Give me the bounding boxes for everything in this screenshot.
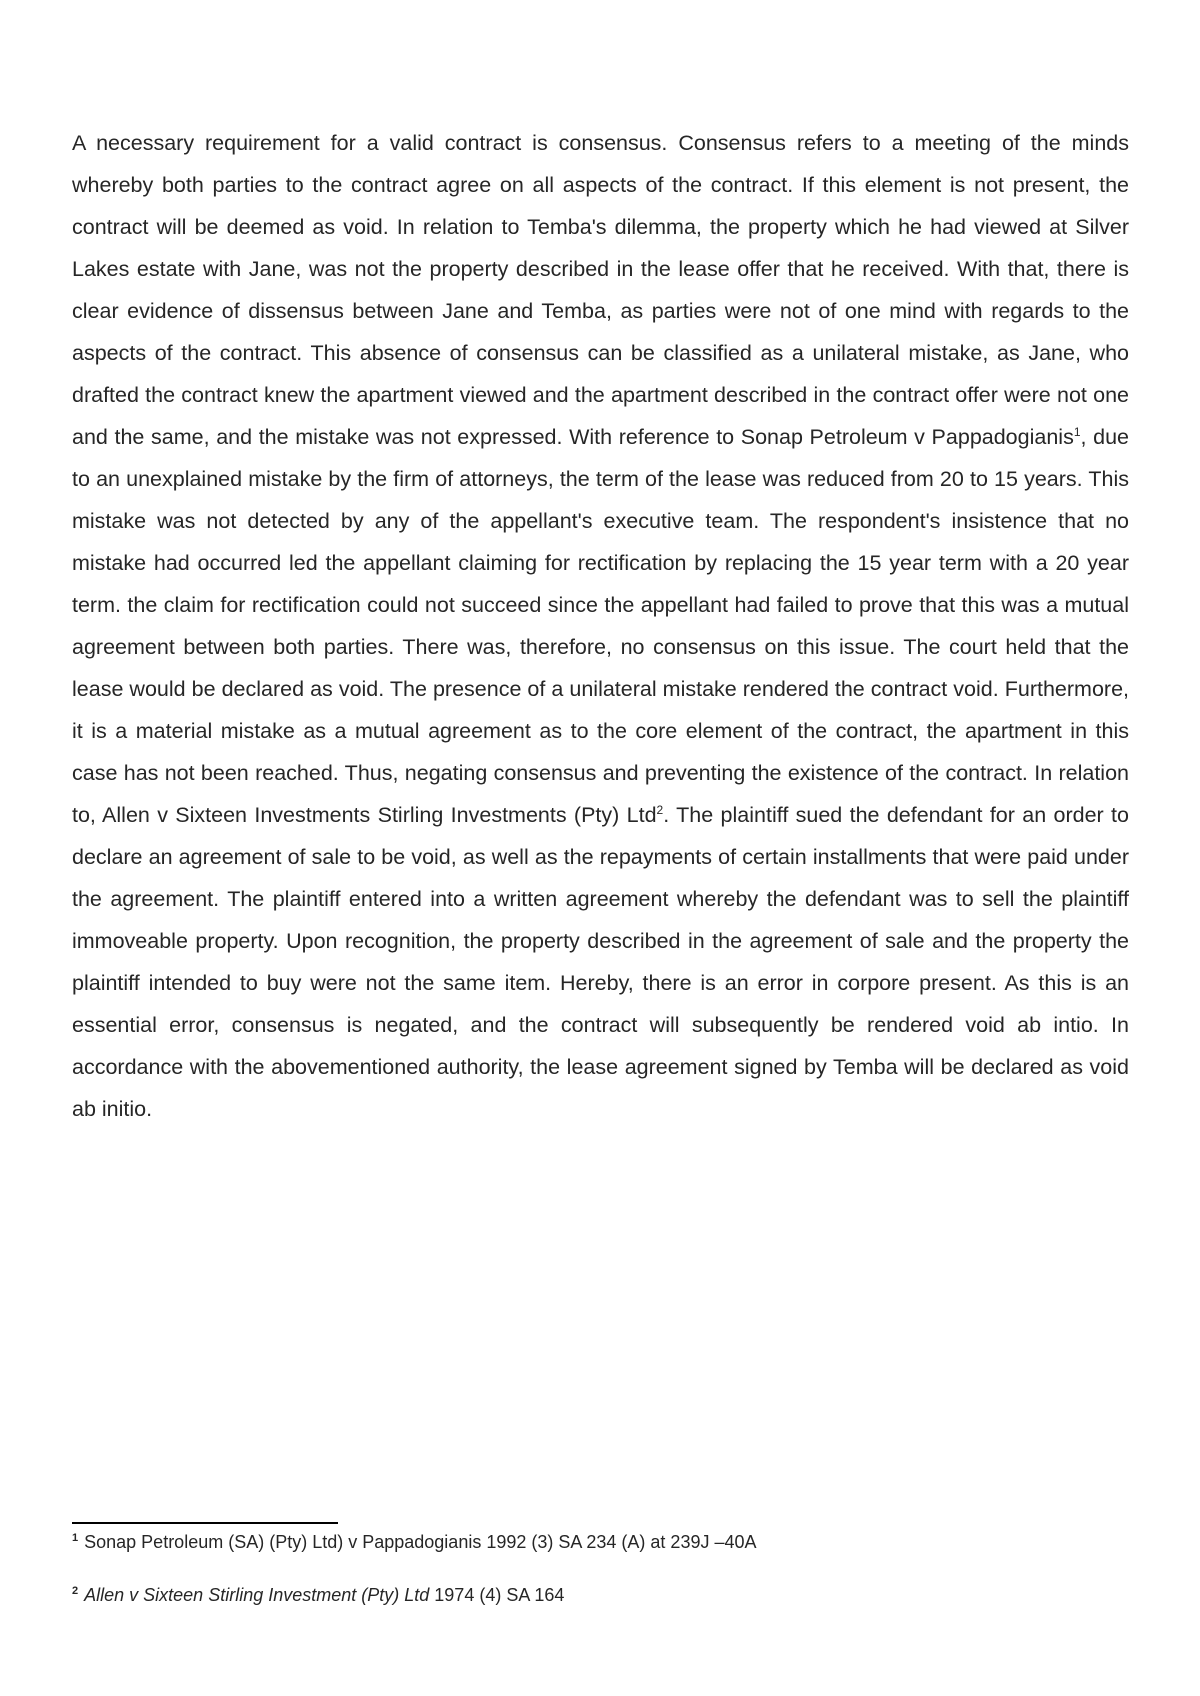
body-text-segment: . The plaintiff sued the defendant for an order to declare an agreement of sale to be void, as well as the repayments of certain installments that were paid under the agreement. The plaintiff entered into a written agreement whereby the defendant was to sell the plaintiff immoveable property. Upon recognition, the property described in the agreement of sale and the property the plaintiff intended to buy were not the same item. Hereby, there is an error in corpore present. As this is an essential error, consensus is negated, and the contract will subsequently be rendered void ab intio. In accordance with the abovementioned authority, the lease agreement signed by Temba will be declared as void ab initio. xyxy=(72,803,1129,1121)
footnote-number: 2 xyxy=(72,1585,79,1597)
footnote-case-name: Allen v Sixteen Stirling Investment (Pty) Ltd xyxy=(84,1585,430,1605)
footnote-text: Sonap Petroleum (SA) (Pty) Ltd) v Pappadogianis 1992 (3) SA 234 (A) at 239J –40A xyxy=(84,1532,757,1552)
body-text-segment: , due to an unexplained mistake by the firm of attorneys, the term of the lease was reduced from 20 to 15 years. This mistake was not detected by any of the appellant's executive team. The respondent's insistence that no mistake had occurred led the appellant claiming for rectification by replacing the 15 year term with a 20 year term. the claim for rectification could not succeed since the appellant had failed to prove that this was a mutual agreement between both parties. There was, therefore, no consensus on this issue. The court held that the lease would be declared as void. The presence of a unilateral mistake rendered the contract void. Furthermore, it is a material mistake as a mutual agreement as to the core element of the contract, the apartment in this case has not been reached. Thus, negating consensus and preventing the existence of the contract. In relation to, Allen v Sixteen Investments Stirling Investments (Pty) Ltd xyxy=(72,425,1129,827)
footnote-reference: 2 xyxy=(656,802,664,817)
footnote-separator xyxy=(72,1522,338,1524)
footnote-number: 1 xyxy=(72,1532,79,1544)
body-text-segment: A necessary requirement for a valid contract is consensus. Consensus refers to a meeting of the minds whereby both parties to the contract agree on all aspects of the contract. If this element is not present, the contract will be deemed as void. In relation to Temba's dilemma, the property which he had viewed at Silver Lakes estate with Jane, was not the property described in the lease offer that he received. With that, there is clear evidence of dissensus between Jane and Temba, as parties were not of one mind with regards to the aspects of the contract. This absence of consensus can be classified as a unilateral mistake, as Jane, who drafted the contract knew the apartment viewed and the apartment described in the contract offer were not one and the same, and the mistake was not expressed. With reference to Sonap Petroleum v Pappadogianis xyxy=(72,131,1129,449)
footnote-citation: 1974 (4) SA 164 xyxy=(429,1585,565,1605)
footnote xyxy=(72,1583,1129,1607)
body-paragraph xyxy=(72,122,1129,1130)
footnote xyxy=(72,1530,1129,1554)
footnote-reference: 1 xyxy=(1073,424,1081,439)
